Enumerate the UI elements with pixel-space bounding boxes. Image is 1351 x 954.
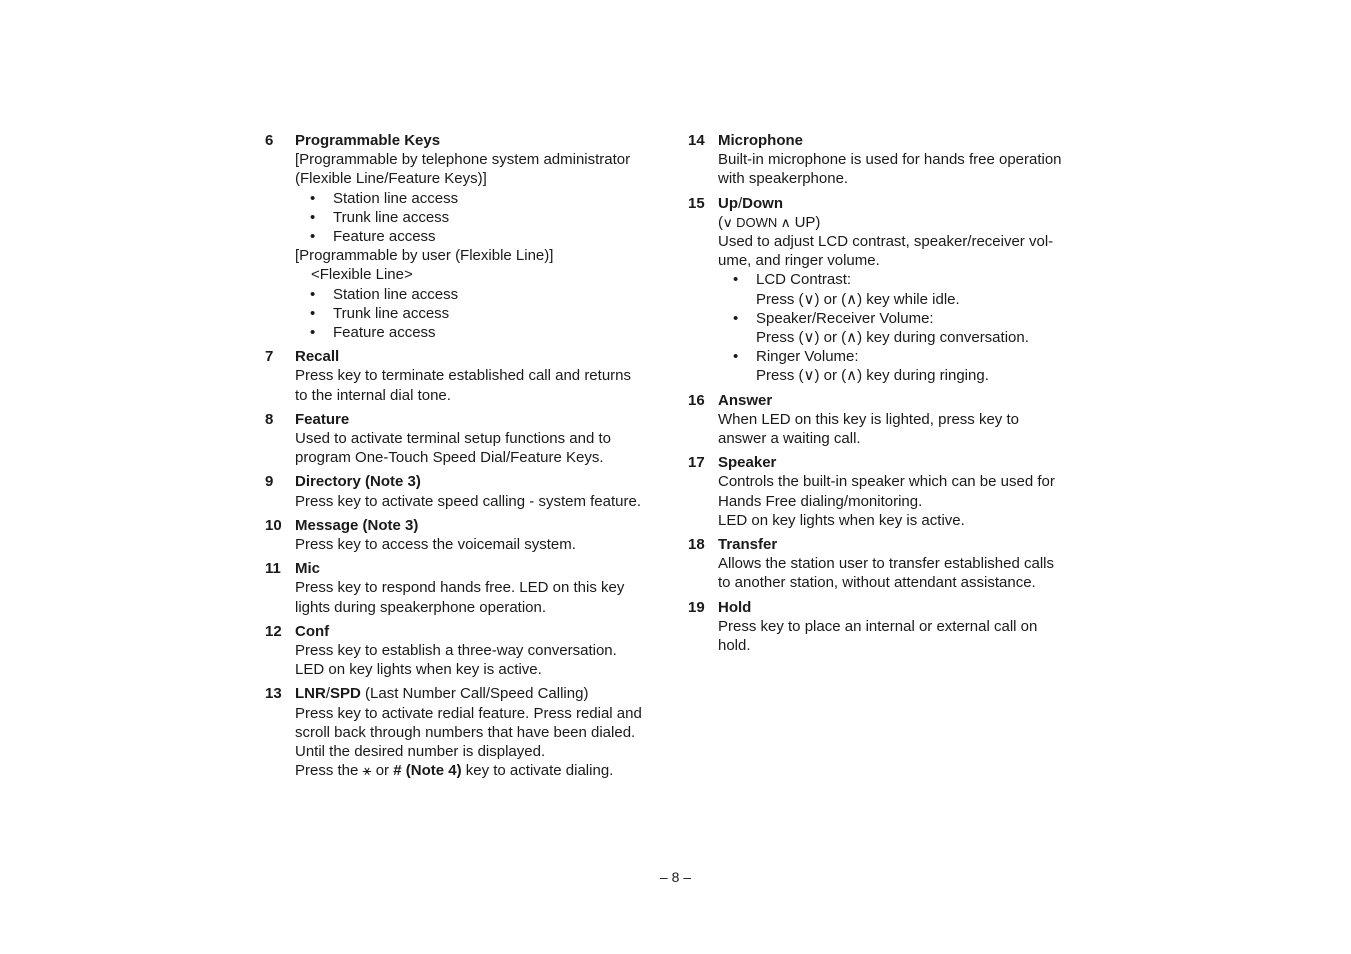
item-speaker: [688, 453, 1088, 530]
item-text: lights during speakerphone operation.: [295, 598, 547, 616]
bullet-dot-icon: •: [310, 324, 316, 342]
bullet-detail: Press (∨) or (∧) key during conversation.: [756, 329, 1029, 347]
item-title: Recall: [295, 348, 340, 366]
item-text: Press key to establish a three-way conversation.: [295, 642, 617, 660]
item-feature: [265, 410, 665, 468]
item-title: Conf: [295, 622, 330, 640]
item-text: Press key to respond hands free. LED on this key: [295, 579, 625, 597]
item-title: Message (Note 3): [295, 516, 419, 534]
item-text: Press the ⚹ or # (Note 4) key to activate dialing.: [295, 762, 614, 780]
bullet-dot-icon: •: [310, 208, 316, 226]
bullet-dot-icon: •: [733, 271, 739, 289]
item-number: 7: [265, 348, 274, 366]
bullet-item: • LCD Contrast:: [733, 271, 852, 289]
item-programmable-keys: [265, 131, 665, 342]
item-text: with speakerphone.: [718, 170, 849, 188]
page-number: – 8 –: [659, 869, 692, 885]
item-title: Speaker: [718, 454, 777, 472]
bullet-detail: Press (∨) or (∧) key during ringing.: [756, 367, 989, 385]
item-title: LNR/SPD (Last Number Call/Speed Calling): [295, 685, 589, 703]
item-title: Answer: [718, 391, 773, 409]
item-number: 6: [265, 132, 274, 149]
bullet-item: • Feature access: [310, 324, 436, 342]
item-microphone: [688, 131, 1088, 189]
bullet-item: • Ringer Volume:: [733, 348, 859, 366]
item-text: Controls the built-in speaker which can be used for: [718, 473, 1055, 491]
item-text: (∨ DOWN ∧ UP): [718, 213, 821, 231]
item-text: Press key to activate speed calling - system feature.: [295, 492, 641, 510]
item-text: to the internal dial tone.: [295, 386, 451, 404]
item-number: 9: [265, 473, 274, 491]
item-up-down: [688, 194, 1088, 386]
item-text: Built-in microphone is used for hands free operation: [718, 151, 1062, 169]
item-title: Microphone: [718, 132, 803, 149]
item-title: Programmable Keys: [295, 132, 441, 149]
item-number: 13: [265, 685, 282, 703]
star-key-icon: ⚹: [362, 762, 372, 780]
up-arrow-icon: ∧: [780, 214, 791, 230]
item-conf: [265, 622, 665, 680]
item-text: (Flexible Line/Feature Keys)]: [295, 170, 487, 188]
item-number: 15: [688, 194, 705, 212]
item-title: Hold: [718, 598, 752, 616]
item-text: Press key to terminate established call and returns: [295, 367, 631, 385]
item-text: scroll back through numbers that have been dialed.: [295, 723, 636, 741]
item-title: Mic: [295, 560, 321, 578]
item-number: 10: [265, 516, 282, 534]
bullet-dot-icon: •: [310, 228, 316, 246]
item-title: Transfer: [718, 536, 778, 554]
item-text: Used to activate terminal setup functions and to: [295, 430, 612, 448]
item-text: <Flexible Line>: [311, 266, 413, 284]
item-number: 18: [688, 536, 705, 554]
item-number: 16: [688, 391, 705, 409]
item-mic: [265, 559, 665, 617]
item-title: Directory (Note 3): [295, 473, 421, 491]
item-text: hold.: [718, 637, 751, 655]
bullet-item: • Station line access: [310, 285, 459, 303]
bullet-item: • Station line access: [310, 189, 459, 207]
item-title: Feature: [295, 410, 350, 428]
bullet-item: • Feature access: [310, 228, 436, 246]
bullet-dot-icon: •: [733, 348, 739, 366]
item-text: ume, and ringer volume.: [718, 252, 880, 270]
bullet-dot-icon: •: [733, 309, 739, 327]
item-text: Press key to activate redial feature. Press redial and: [295, 704, 642, 722]
item-text: to another station, without attendant assistance.: [718, 574, 1036, 592]
item-text: Until the desired number is displayed.: [295, 743, 546, 761]
item-text: Hands Free dialing/monitoring.: [718, 492, 923, 510]
item-text: LED on key lights when key is active.: [295, 661, 542, 679]
item-directory: [265, 472, 665, 510]
bullet-dot-icon: •: [310, 285, 316, 303]
item-text: Used to adjust LCD contrast, speaker/receiver vol-: [718, 233, 1054, 251]
left-column: [265, 131, 665, 786]
item-text: answer a waiting call.: [718, 430, 861, 448]
bullet-dot-icon: •: [310, 189, 316, 207]
item-number: 14: [688, 132, 705, 149]
item-number: 17: [688, 454, 705, 472]
bullet-item: • Trunk line access: [310, 208, 450, 226]
item-text: Press key to place an internal or external call on: [718, 617, 1038, 635]
bullet-item: • Trunk line access: [310, 304, 450, 322]
item-number: 19: [688, 598, 705, 616]
item-text: When LED on this key is lighted, press key to: [718, 410, 1019, 428]
item-hold: [688, 598, 1088, 656]
down-arrow-icon: ∨: [722, 214, 733, 230]
item-number: 12: [265, 622, 282, 640]
item-text: Allows the station user to transfer established calls: [718, 555, 1054, 573]
item-text: program One-Touch Speed Dial/Feature Keys.: [295, 449, 604, 467]
item-number: 11: [265, 560, 281, 578]
item-text: LED on key lights when key is active.: [718, 511, 965, 529]
item-number: 8: [265, 410, 274, 428]
item-recall: [265, 347, 665, 405]
item-text: [Programmable by telephone system administrator: [295, 151, 631, 169]
item-text: [Programmable by user (Flexible Line)]: [295, 247, 554, 265]
right-column: [688, 131, 1088, 660]
bullet-dot-icon: •: [310, 304, 316, 322]
item-answer: [688, 391, 1088, 449]
item-transfer: [688, 535, 1088, 593]
item-text: Press key to access the voicemail system.: [295, 536, 576, 554]
item-lnr-spd: [265, 684, 665, 780]
item-message: [265, 516, 665, 554]
item-title: Up/Down: [718, 194, 783, 212]
bullet-item: • Speaker/Receiver Volume:: [733, 309, 934, 327]
bullet-detail: Press (∨) or (∧) key while idle.: [756, 290, 960, 308]
